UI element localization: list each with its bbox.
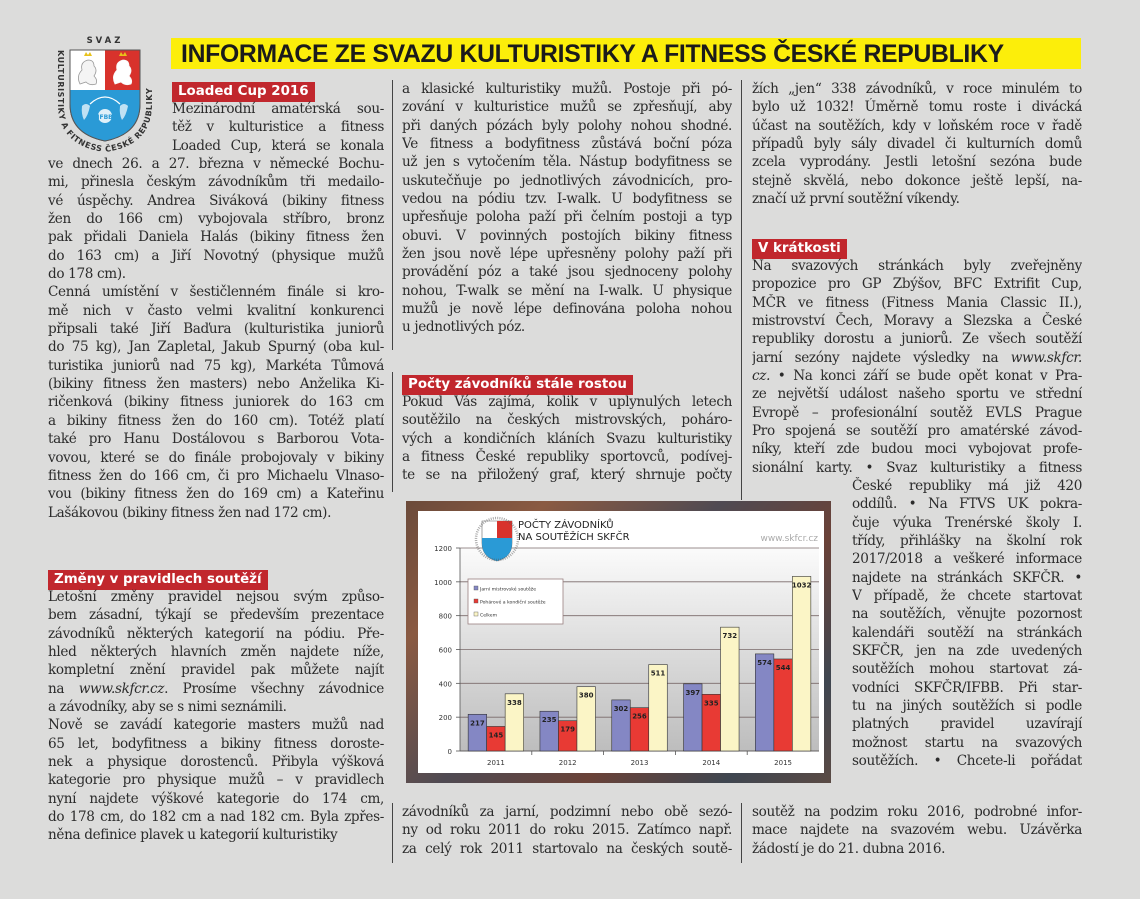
- text-line: třídy, přihlášky na školní rok: [852, 533, 1082, 550]
- text-line: soutěž na podzim roku 2016, podrobné infor-: [752, 804, 1082, 820]
- legend-swatch: [474, 612, 478, 616]
- y-tick-label: 1200: [434, 545, 452, 553]
- chart-panel: [418, 511, 824, 773]
- text-line: žádostí je do 21. dubna 2016.: [752, 840, 946, 857]
- x-tick-label: 2015: [774, 759, 793, 767]
- text-line: stejně skvělá, nebo dokonce ještě lepší, na-: [752, 172, 1082, 189]
- x-tick-label: 2013: [630, 759, 649, 767]
- text-line: soutěžích. • Chcete-li pořádat: [852, 753, 1082, 770]
- bar-value-label: 302: [613, 704, 629, 713]
- text-line: do 178 cm).: [48, 266, 126, 283]
- text-line: 65 let, bodyfitness a bikiny fitness doroste-: [48, 735, 384, 752]
- text-line: Cenná umístění v šestičlenném finále si kro-: [48, 284, 384, 301]
- shield-icon: [70, 50, 140, 141]
- x-tick-label: 2012: [558, 759, 577, 767]
- column-divider: [741, 80, 742, 500]
- text-fragment: jarní sezóny najdete výsledky na: [752, 349, 1011, 366]
- text-line: vých a kondičních kláních Svazu kulturistiky: [402, 430, 732, 447]
- column-divider: [392, 803, 393, 863]
- text-line: ve dnech 26. a 27. března v německé Bochu-: [48, 156, 384, 172]
- legend-swatch: [474, 586, 478, 590]
- text-line: značí už první soutěžní víkendy.: [752, 191, 960, 208]
- text-line: Mezinárodní amatérská sou-: [172, 101, 384, 117]
- bar-value-label: 380: [578, 691, 594, 700]
- text-line: [752, 349, 1082, 367]
- text-line: bem zásadní, týkají se především prezentace: [48, 607, 384, 624]
- column-divider: [392, 372, 393, 492]
- y-tick-label: 800: [438, 612, 452, 621]
- text-line: soutěžilo na českých mistrovských, poháro-: [402, 412, 732, 429]
- text-line: fitness žen do 166 cm, či pro Michaelu Vlnaso-: [48, 467, 384, 484]
- text-line: Pokud Vás zajímá, kolik v uplynulých letech: [402, 394, 732, 410]
- text-line: do 75 kg), Jan Zapletal, Jakub Spurný (oba kul-: [48, 339, 384, 356]
- text-line: kategorie pro physique mužů – v pravidlech: [48, 772, 384, 789]
- kratkosti-body-narrow: [852, 477, 1082, 771]
- text-line: 2017/2018 a veškeré informace: [852, 551, 1082, 568]
- text-line: níky, kteří zde budou moci vybojovat profe-: [752, 441, 1082, 458]
- text-line: vovou, které se do finále probojovaly v bikiny: [48, 449, 384, 466]
- bar-value-label: 217: [470, 719, 485, 728]
- bar-value-label: 256: [632, 712, 647, 721]
- y-tick-label: 600: [438, 646, 452, 655]
- text-line: zcela vyprodány. Jestli letošní sezóna bude: [752, 154, 1082, 171]
- text-line: kompletní znění pravidel pak můžete najít: [48, 662, 384, 679]
- loaded-cup-intro: [172, 100, 384, 155]
- text-line: závodníků za jarní, podzimní nebo obě sezó-: [402, 804, 732, 820]
- text-line: nek a physique dorostenců. Přibyla výšková: [48, 754, 384, 771]
- text-line: a fitness České republiky sportovců, podívej-: [402, 449, 732, 466]
- text-line: najdete na stránkách SKFČR. •: [852, 569, 1082, 586]
- bar-value-label: 335: [703, 699, 719, 708]
- text-line: do 163 cm) a Jiří Novotný (physique mužů: [48, 247, 384, 264]
- text-line: možnost startu na svazových: [852, 734, 1082, 751]
- website-link[interactable]: cz.: [752, 368, 771, 385]
- bar-chart: [418, 511, 824, 773]
- text-line: provádění póz a také jsou sjednoceny polohy: [402, 264, 732, 281]
- text-line: ny od roku 2011 do roku 2015. Zatímco např.: [402, 822, 732, 839]
- text-line: obuvi. V povinných postojích bikiny fitness: [402, 227, 732, 244]
- text-line: do 178 cm, do 182 cm a nad 182 cm. Byla zpřes-: [48, 809, 384, 826]
- svaz-logo: [44, 34, 166, 158]
- logo-ifbb-text: IFBB: [97, 114, 113, 121]
- text-line: žen jsou nově lépe upřesněny polohy paží při: [402, 246, 732, 263]
- zmeny-body-continued: [402, 80, 732, 337]
- zmeny-body: [48, 588, 384, 845]
- text-line: účast na soutěžích, kdy v loňském roce v řadě: [752, 117, 1082, 134]
- text-fragment: • Na konci září se bude opět konat v Pra-: [770, 368, 1082, 385]
- text-line: zování v kulturistice mužů se zpřesňují, aby: [402, 99, 732, 116]
- text-line: mistrovství Čech, Moravy a Slezska a České: [752, 313, 1082, 330]
- text-line: kalendáři soutěží na stránkách: [852, 624, 1082, 641]
- text-line: žen do 166 cm) vybojovala stříbro, bronz: [48, 211, 384, 228]
- section-heading-zmeny: Změny v pravidlech soutěží: [48, 568, 268, 590]
- y-tick-label: 0: [447, 748, 452, 756]
- text-line: a bikiny fitness žen do 160 cm). Totéž platí: [48, 412, 384, 429]
- bar-celkem: [792, 576, 811, 751]
- bar-value-label: 179: [560, 725, 576, 734]
- text-line: vodníci SKFČR/IFBB. Při star-: [852, 679, 1082, 696]
- pocty-body-continued: [402, 803, 732, 858]
- text-line: a klasické kulturistiky mužů. Postoje při pó-: [402, 81, 732, 97]
- text-line: Evropě – profesionální soutěž EVLS Prague: [752, 404, 1082, 421]
- x-tick-label: 2011: [486, 759, 505, 767]
- text-line: případů byly sály divadel či kulturních domů: [752, 136, 1082, 153]
- text-line: za celý rok 2011 startovalo na českých soutě-: [402, 840, 732, 857]
- text-line: hled některých hlavních změn najdete níže,: [48, 644, 384, 661]
- text-line: Nově se zavádí kategorie masters mužů nad: [48, 717, 384, 734]
- website-link[interactable]: www.skfcr.: [1010, 349, 1082, 366]
- text-line: tu na jiných soutěžích si podle: [852, 698, 1082, 715]
- text-fragment: . Prosíme všechny závodnice: [164, 680, 384, 697]
- y-tick-label: 200: [438, 714, 452, 723]
- text-line: [48, 680, 384, 698]
- text-line: už jen s vytočením těla. Nástup bodyfitness se: [402, 154, 732, 171]
- text-line: vé úspěchy. Andrea Siváková (bikiny fitness: [48, 192, 384, 209]
- text-line: upřesňuje poloha paží při čelním postoji a typ: [402, 209, 732, 226]
- legend-label: Celkem: [480, 613, 498, 619]
- chart-watermark: www.skfcr.cz: [760, 534, 818, 544]
- text-line: nohou, T-walk se mění na I-walk. U physique: [402, 282, 732, 299]
- text-line: čuje výuka Trenérské školy I.: [852, 514, 1082, 531]
- text-line: soutěžích mohou startovat zá-: [852, 661, 1082, 678]
- text-line: vedou na pódiu tzv. I-walk. U bodyfitness se: [402, 191, 732, 208]
- text-line: [752, 367, 1082, 385]
- text-line: bylo už 1032! Úměrně tomu roste i divácká: [752, 99, 1082, 116]
- bar-value-label: 338: [507, 698, 522, 707]
- text-line: Pro spojená se soutěží pro amatérské závod-: [752, 423, 1082, 440]
- loaded-cup-body: [48, 155, 384, 522]
- legend-label: Pohárové a kondiční soutěže: [480, 600, 546, 606]
- text-line: platných pravidel uzavírají: [852, 716, 1082, 733]
- column-divider: [392, 80, 393, 350]
- logo-top-text: SVAZ: [86, 36, 124, 46]
- pocty-body-col3: [752, 80, 1082, 208]
- text-line: propozice pro GP Zbýšov, BFC Extrifit Cup,: [752, 276, 1082, 293]
- text-line: (bikiny fitness žen masters) nebo Anželika Ki-: [48, 376, 384, 393]
- y-tick-label: 1000: [434, 578, 452, 587]
- x-tick-label: 2014: [702, 759, 721, 767]
- text-line: při daných pózách byly polohy nohou shodné.: [402, 117, 732, 134]
- chart-title-line-1: POČTY ZÁVODNÍKŮ: [518, 520, 614, 531]
- legend-swatch: [474, 599, 478, 603]
- bar-value-label: 235: [541, 716, 557, 725]
- text-line: sionální karty. • Svaz kulturistiky a fitness: [752, 459, 1082, 476]
- text-line: oddílů. • Na FTVS UK pokra-: [852, 496, 1082, 513]
- text-line: te se na přiložený graf, který shrnuje počty: [402, 467, 732, 484]
- pocty-body: [402, 393, 732, 485]
- text-line: mužů je nově lépe definována poloha nohou: [402, 301, 732, 318]
- website-link[interactable]: www.skfcr.cz: [78, 680, 165, 697]
- bar-value-label: 145: [488, 731, 504, 740]
- text-line: něna definice plavek u kategorií kulturistiky: [48, 827, 338, 844]
- text-fragment: na: [48, 680, 79, 697]
- text-line: SKFČR, jen na zde uvedených: [852, 643, 1082, 660]
- text-line: Lašákovou (bikiny fitness žen nad 172 cm).: [48, 504, 332, 521]
- text-line: mace najdete na svazovém webu. Uzávěrka: [752, 822, 1082, 839]
- text-line: ričenková (bikiny fitness juniorek do 163 cm: [48, 394, 384, 411]
- text-line: uskutečňuje po jednotlivých závodnicích, pro-: [402, 172, 732, 189]
- text-line: na soutěžích, věnujte pozornost: [852, 606, 1082, 623]
- text-line: připsali také Jiří Baďura (kulturistika juniorů: [48, 321, 384, 338]
- bar-value-label: 1032: [791, 581, 812, 590]
- bar-celkem: [721, 627, 740, 751]
- legend-label: Jarní mistrovské soutěže: [480, 587, 537, 593]
- text-line: V případě, že chcete startovat: [852, 588, 1082, 605]
- logo-ring-text: KULTURISTIKY A FITNESS ČESKÉ REPUBLIKY: [55, 50, 155, 155]
- text-line: u jednotlivých póz.: [402, 319, 525, 336]
- text-line: těž v kulturistice a fitness: [172, 119, 384, 136]
- text-line: mě nich v často velmi kvalitní konkurenci: [48, 302, 384, 319]
- bar-value-label: 397: [685, 688, 701, 697]
- text-line: Letošní změny pravidel nejsou svým způso-: [48, 589, 384, 605]
- text-line: vou (bikiny fitness žen do 169 cm) a Kateřinu: [48, 486, 384, 503]
- y-tick-label: 400: [438, 680, 452, 689]
- bar-value-label: 511: [650, 669, 666, 678]
- text-line: Ve fitness a bodyfitness zůstává boční póza: [402, 136, 732, 153]
- bar-value-label: 544: [775, 663, 791, 672]
- text-line: republiky dorostu a juniorů. Ze všech soutěží: [752, 331, 1082, 348]
- text-line: závodníků některých kategorií na pódiu. Pře-: [48, 625, 384, 642]
- text-line: Na svazových stránkách byly zveřejněny: [752, 258, 1082, 274]
- section-heading-pocty: Počty závodníků stále rostou: [402, 373, 633, 395]
- text-line: mi, přinesla českým závodníkům tři medailo-: [48, 174, 384, 191]
- header-banner: [171, 38, 1081, 69]
- chart-image: [406, 501, 831, 783]
- text-line: MČR ve fitness (Fitness Mania Classic II.),: [752, 294, 1082, 311]
- section-heading-kratkosti: V krátkosti: [752, 237, 847, 259]
- text-line: žích „jen“ 338 závodníků, v roce minulém to: [752, 81, 1082, 97]
- text-line: Loaded Cup, která se konala: [172, 137, 384, 154]
- section-heading-loaded-cup: Loaded Cup 2016: [172, 80, 315, 102]
- text-line: České republiky má již 420: [852, 478, 1082, 494]
- text-line: také pro Hanu Dostálovou s Barborou Vota-: [48, 431, 384, 448]
- bar-value-label: 574: [757, 658, 772, 667]
- bar-value-label: 732: [722, 632, 738, 641]
- text-line: turistika juniorů nad 75 kg), Markéta Tůmová: [48, 357, 384, 374]
- text-line: pak přidali Daniela Halás (bikiny fitness žen: [48, 229, 384, 246]
- kratkosti-body-end: [752, 803, 1082, 858]
- column-divider: [741, 803, 742, 863]
- kratkosti-body: [752, 257, 1082, 477]
- text-line: ze největší událost našeho sportu ve střední: [752, 386, 1082, 403]
- chart-title-line-2: NA SOUTĚŽÍCH SKFČR: [518, 532, 630, 543]
- bar-poharove: [774, 659, 793, 751]
- text-line: nyní najdete výškové kategorie do 174 cm,: [48, 790, 384, 807]
- text-line: a závodníky, aby se s nimi seznámili.: [48, 699, 287, 716]
- bar-jarni: [755, 654, 774, 751]
- page-title: INFORMACE ZE SVAZU KULTURISTIKY A FITNESS ČESKÉ REPUBLIKY: [181, 40, 1004, 68]
